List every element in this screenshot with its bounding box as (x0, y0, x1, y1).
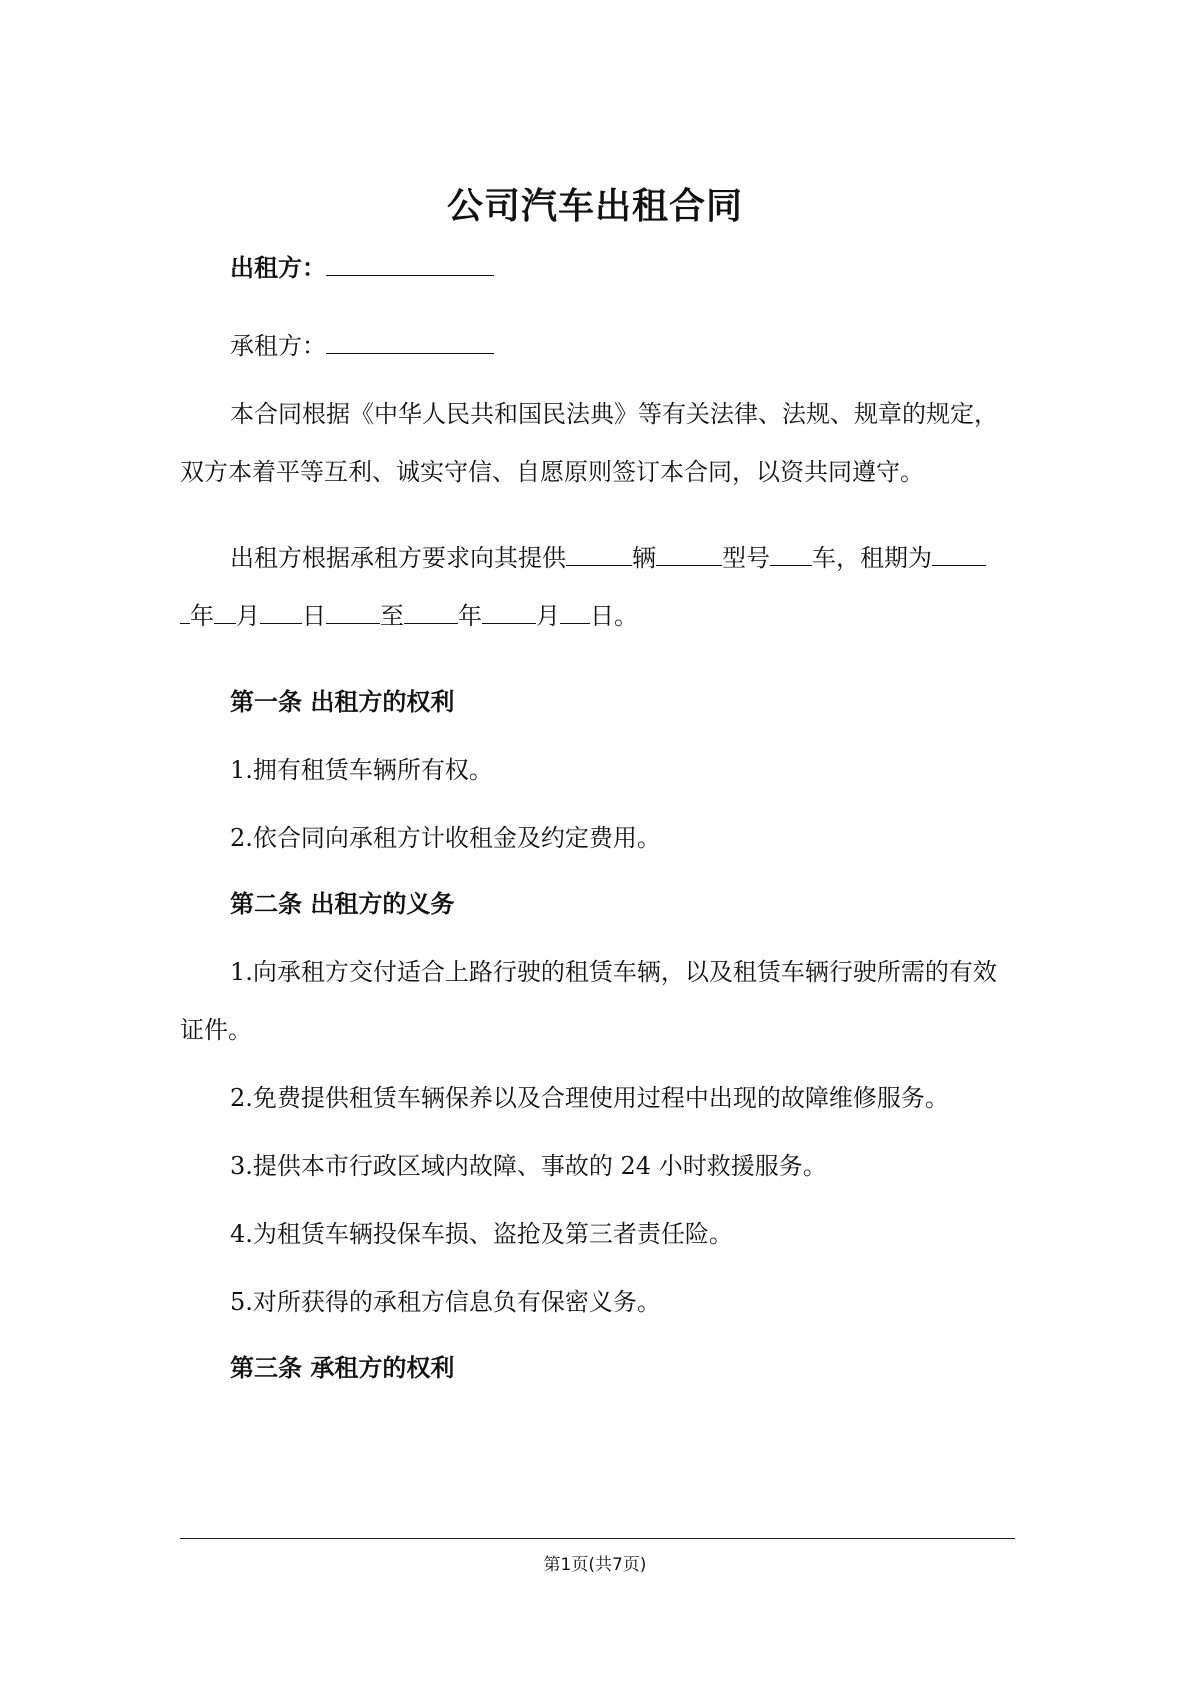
intro-line-2: 双方本着平等互利、诚实守信、自愿原则签订本合同，以资共同遵守。 (180, 458, 924, 486)
page-number: 第1页(共7页) (543, 1555, 647, 1575)
provision-text: 月 (236, 602, 260, 630)
article-2-heading: 第二条 出租方的义务 (230, 889, 455, 918)
provision-text: 辆 (632, 544, 656, 572)
article-2-item-1-line-2: 证件。 (180, 1016, 252, 1044)
article-2-item-5: 5.对所获得的承租方信息负有保密义务。 (230, 1288, 661, 1316)
lessee-blank[interactable] (326, 331, 494, 354)
lessee-line (230, 330, 494, 362)
article-1-heading: 第一条 出租方的权利 (230, 687, 455, 716)
start-day-blank[interactable] (260, 601, 302, 624)
article-1-item-1: 1.拥有租赁车辆所有权。 (230, 756, 493, 784)
provision-text: 年 (190, 602, 214, 630)
start-year-blank-b[interactable] (180, 601, 190, 624)
provision-text: 至 (380, 602, 404, 630)
article-1-item-2: 2.依合同向承租方计收租金及约定费用。 (230, 824, 661, 852)
article-3-heading: 第三条 承租方的权利 (230, 1353, 455, 1382)
lessee-label: 承租方： (230, 332, 326, 360)
start-year-blank-a[interactable] (932, 543, 986, 566)
to-blank[interactable] (326, 601, 380, 624)
provision-text: 型号 (722, 544, 770, 572)
article-2-item-3: 3.提供本市行政区域内故障、事故的 24 小时救援服务。 (230, 1152, 827, 1180)
article-2-item-2: 2.免费提供租赁车辆保养以及合理使用过程中出现的故障维修服务。 (230, 1084, 949, 1112)
end-day-blank[interactable] (560, 601, 590, 624)
provision-text: 年 (458, 602, 482, 630)
article-2-item-4: 4.为租赁车辆投保车损、盗抢及第三者责任险。 (230, 1220, 733, 1248)
provision-text: 车，租期为 (812, 544, 932, 572)
vehicle-type-blank[interactable] (770, 543, 812, 566)
provision-text: 日 (302, 602, 326, 630)
intro-line-1: 本合同根据《中华人民共和国民法典》等有关法律、法规、规章的规定， (230, 400, 998, 428)
provision-text: 日。 (590, 602, 638, 630)
end-year-blank[interactable] (404, 601, 458, 624)
lessor-label: 出租方： (230, 253, 326, 282)
lessor-line (230, 252, 494, 284)
document-title: 公司汽车出租合同 (446, 185, 743, 227)
lessor-blank[interactable] (326, 253, 494, 276)
article-2-item-1-line-1: 1.向承租方交付适合上路行驶的租赁车辆，以及租赁车辆行驶所需的有效 (230, 958, 997, 986)
vehicle-model-blank[interactable] (656, 543, 722, 566)
provision-text: 月 (536, 602, 560, 630)
provision-text: 出租方根据承租方要求向其提供 (230, 544, 566, 572)
end-month-blank[interactable] (482, 601, 536, 624)
footer-divider (180, 1538, 1015, 1539)
provision-line-2 (180, 600, 638, 632)
provision-line-1 (230, 542, 986, 574)
start-month-blank[interactable] (214, 601, 236, 624)
vehicle-count-blank[interactable] (566, 543, 632, 566)
